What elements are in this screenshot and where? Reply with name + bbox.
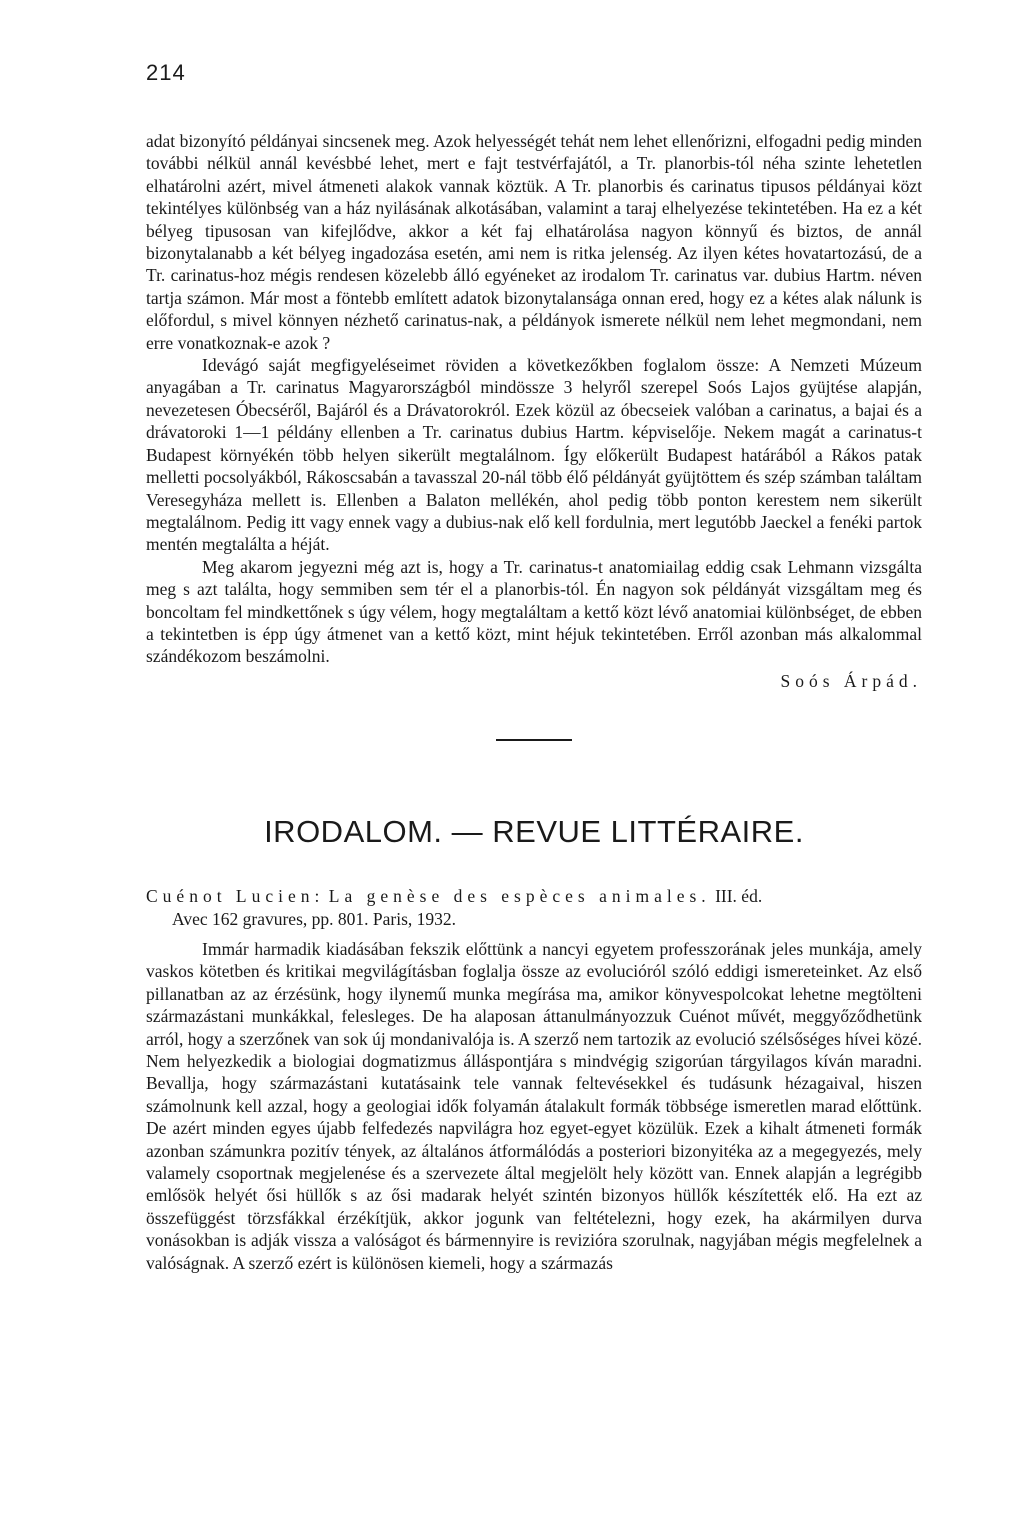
section-divider bbox=[496, 739, 572, 741]
article-paragraph-1: adat bizonyító példányai sincsenek meg. Azok helyességét tehát nem lehet ellenőrizni, elfogadni pedig minden további nélkül annál kevésbbé lehet, mert e fajt testvérfajától, a Tr. planorbis-tól néha szinte lehetetlen elhatárolni azért, mivel átmeneti alakok vannak köztük. A Tr. planorbis és carinatus tipusos példányai közt tekintélyes különbség van a ház nyilásának alkotásában, valamint a taraj elhelyezése tekintetében. Ha ez a két bélyeg tipusosan van kifejlődve, akkor a két faj elhatárolása nagyon könnyű és biztos, de annál bizonytalanabb a két bélyeg ingadozása esetén, ami nem is ritka jelenség. Az ilyen kétes hovatartozású, de a Tr. carinatus-hoz mégis rendesen közelebb álló egyéneket az irodalom Tr. carinatus var. dubius Hartm. néven tartja számon. Már most a föntebb említett adatok bizonytalansága onnan ered, hogy ez a kétes alak nálunk is előfordul, s mivel könnyen nézhető carinatus-nak, a példányok ismerete nélkül nem lehet megmondani, nem erre vonatkoznak-e azok ? bbox=[146, 131, 922, 353]
article-paragraph-2: Idevágó saját megfigyeléseimet röviden a következőkben foglalom össze: A Nemzeti Múzeum anyagában a Tr. carinatus Magyarországból mindössze 3 helyről szerepel Soós Lajos gyüjtése alapján, nevezetesen Óbecséről, Bajáról és a Drávatorokról. Ezek közül az óbecseiek valóban a carinatus, a bajai és a drávatoroki 1—1 példány ellenben a Tr. carinatus dubius Hartm. képviselője. Nekem magát a carinatus-t Budapest környékén több helyen sikerült megtalálnom. Így előkerült Budapest határából a Rákos patak melletti pocsolyákból, Rákoscsabán a tavasszal 20-nál több élő példányát gyüjtöttem és szép számban találtam Veresegyháza mellett is. Ellenben a Balaton mellékén, ahol pedig több ponton kerestem nem sikerült megtalálnom. Pedig itt vagy ennek vagy a dubius-nak elő kell fordulnia, mert legutóbb Jaeckel a fenéki partok mentén megtalálta a héját. bbox=[146, 355, 922, 555]
document-page bbox=[146, 60, 922, 1274]
author-signature: Soós Árpád. bbox=[780, 670, 922, 691]
citation-author: Cuénot Lucien: bbox=[146, 886, 325, 907]
article-paragraph-3: Meg akarom jegyezni még azt is, hogy a Tr. carinatus-t anatomiailag eddig csak Lehmann vizsgálta meg s azt találta, hogy semmiben sem tér el a planorbis-tól. Én nagyon sok példányát vizsgáltam meg és boncoltam fel mindkettőnek s úgy vélem, hogy megtaláltam a kettő közt lévő anatomiai különbséget, de ebben a tekintetben is épp úgy átmenet van a kettő közt, mint héjuk tekintetében. Erről azonban más alkalommal szándékozom beszámolni. bbox=[146, 556, 922, 667]
page-number: 214 bbox=[146, 60, 186, 85]
citation-details: Avec 162 gravures, pp. 801. Paris, 1932. bbox=[172, 908, 456, 929]
citation-title: La genèse des espèces animales. bbox=[328, 886, 711, 907]
review-citation bbox=[146, 885, 922, 930]
citation-edition: III. éd. bbox=[715, 886, 763, 907]
section-title: IRODALOM. — REVUE LITTÉRAIRE. bbox=[264, 814, 804, 850]
review-body: Immár harmadik kiadásában fekszik előttünk a nancyi egyetem professzorának jeles munkája, amely vaskos kötetben és kritikai megvilágításban foglalja össze az evolucióról szóló eddigi ismereteinket. Az első pillanatban az az érzésünk, hogy ilynemű munka megírása ma, amikor könyvespolcokat lehetne megtölteni származástani munkákkal, felesleges. De ha alaposan áttanulmányozzuk Cuénot művét, meggyőződhetünk arról, hogy a szerzőnek van sok új mondanivalója is. A szerző nem tartozik az evolució szélsőséges hívei közé. Nem helyezkedik a biologiai dogmatizmus álláspontjára s mindvégig szigorúan tárgyilagos kíván maradni. Bevallja, hogy származástani kutatásaink tele vannak feltevésekkel és tudásunk hézagaival, hiszen számolnunk kell azzal, hogy a geologiai idők folyamán átalakult formák többsége ismeretlen marad előttünk. De azért minden egyes újabb felfedezés napvilágra hoz egyet-egyet közülük. Ezek a kihalt átmeneti formák azonban számunkra pozitív tények, az általános átformálódás a posteriori bizonyitéka az a megegyezés, mely valamely csoportnak megjelenése és a szervezete által megjelölt hely között van. Ennek alapján a legrégibb emlősök helyét ősi hüllők s az ősi madarak helyét szintén bizonyos hüllők készítették elő. Ha ezt az összefüggést törzsfákkal érzékítjük, akkor jogunk van feltételezni, hogy ezek, ha akármilyen durva vonásokban is adják vissza a valóságot és bármennyire is revizióra szorulnak, nagyjában mégis megfelelnek a valóságnak. A szerző ezért is különösen kiemeli, hogy a származás bbox=[146, 938, 922, 1273]
